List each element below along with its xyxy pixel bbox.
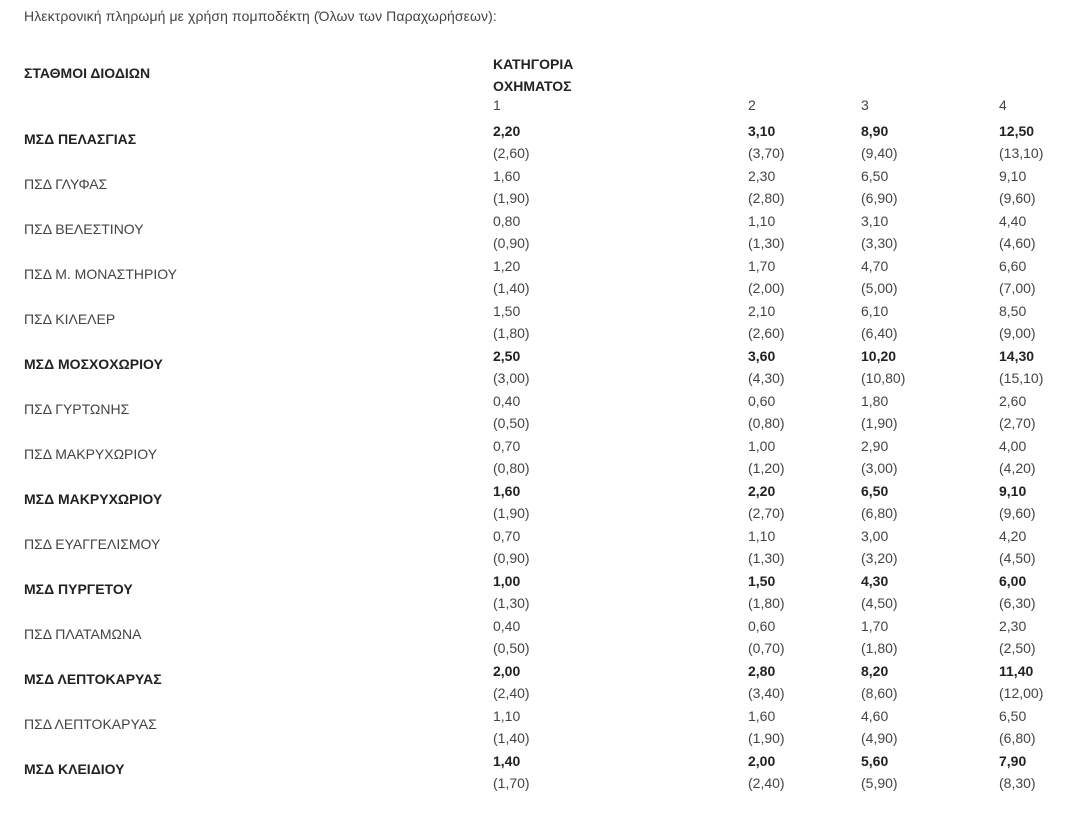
toll-cell-category-4 [999,480,1036,524]
toll-price: 3,10 [861,213,889,229]
toll-price: 3,60 [748,348,776,364]
toll-cell-category-3 [861,210,898,254]
toll-price-alt: (1,80) [493,325,530,341]
toll-price-alt: (2,00) [748,280,785,296]
toll-price-alt: (2,40) [748,775,785,791]
toll-price-alt: (9,40) [861,145,898,161]
toll-cell-category-4 [999,300,1036,344]
toll-cell-category-3 [861,300,898,344]
toll-cell-category-2 [748,570,785,614]
toll-price: 2,20 [748,483,776,499]
station-name: ΜΣΔ ΠΕΛΑΣΓΙΑΣ [24,131,137,147]
toll-cell-category-2 [748,525,785,569]
toll-price-alt: (1,40) [493,280,530,296]
toll-price-alt: (3,30) [861,235,898,251]
toll-price-alt: (2,70) [748,505,785,521]
toll-price-alt: (9,00) [999,325,1036,341]
toll-price-alt: (2,60) [748,325,785,341]
station-name: ΠΣΔ ΠΛΑΤΑΜΩΝΑ [24,626,142,642]
station-name: ΠΣΔ Μ. ΜΟΝΑΣΤΗΡΙΟΥ [24,266,177,282]
toll-price: 8,20 [861,663,889,679]
toll-price: 2,50 [493,348,521,364]
toll-cell-category-3 [861,750,898,794]
toll-price: 7,90 [999,753,1027,769]
toll-price-alt: (1,40) [493,730,530,746]
table-row [0,478,1074,523]
toll-price: 2,90 [861,438,889,454]
toll-price-alt: (10,80) [861,370,906,386]
toll-price: 0,70 [493,438,521,454]
toll-price-alt: (0,50) [493,640,530,656]
toll-price: 9,10 [999,168,1027,184]
table-row [0,208,1074,253]
toll-price: 10,20 [861,348,897,364]
toll-cell-category-4 [999,750,1036,794]
toll-cell-category-2 [748,255,785,299]
toll-price: 12,50 [999,123,1035,139]
toll-cell-category-4 [999,345,1043,389]
toll-cell-category-2 [748,390,785,434]
toll-price: 8,50 [999,303,1027,319]
toll-cell-category-3 [861,660,898,704]
toll-cell-category-1 [493,750,530,794]
toll-price: 4,00 [999,438,1027,454]
toll-cell-category-4 [999,390,1036,434]
toll-price-alt: (4,30) [748,370,785,386]
toll-cell-category-4 [999,120,1043,164]
toll-price-alt: (0,80) [493,460,530,476]
toll-price-alt: (2,40) [493,685,530,701]
toll-price-alt: (3,00) [493,370,530,386]
toll-price-alt: (1,70) [493,775,530,791]
toll-cell-category-2 [748,120,785,164]
table-row [0,388,1074,433]
toll-price-alt: (1,20) [748,460,785,476]
toll-cell-category-4 [999,525,1036,569]
toll-price: 9,10 [999,483,1027,499]
category-2-header: 2 [748,97,756,113]
toll-price-alt: (4,50) [999,550,1036,566]
toll-price-alt: (2,50) [999,640,1036,656]
toll-price-alt: (0,80) [748,415,785,431]
toll-cell-category-4 [999,435,1036,479]
toll-price-alt: (3,00) [861,460,898,476]
toll-cell-category-3 [861,390,898,434]
toll-cell-category-1 [493,435,530,479]
toll-cell-category-2 [748,480,785,524]
toll-price: 3,00 [861,528,889,544]
toll-cell-category-1 [493,210,530,254]
toll-price: 4,30 [861,573,889,589]
toll-price: 6,60 [999,258,1027,274]
station-name: ΜΣΔ ΛΕΠΤΟΚΑΡΥΑΣ [24,671,162,687]
toll-cell-category-2 [748,660,785,704]
toll-price: 2,30 [999,618,1027,634]
toll-price: 1,00 [748,438,776,454]
toll-price-alt: (8,60) [861,685,898,701]
category-4-header: 4 [999,97,1007,113]
toll-price: 0,60 [748,393,776,409]
toll-price-alt: (8,30) [999,775,1036,791]
toll-price: 6,10 [861,303,889,319]
toll-cell-category-1 [493,615,530,659]
toll-price: 1,60 [493,483,521,499]
toll-price: 11,40 [999,663,1034,679]
toll-price-alt: (9,60) [999,190,1036,206]
toll-cell-category-1 [493,705,530,749]
toll-price: 2,00 [493,663,521,679]
table-row [0,703,1074,748]
toll-price-alt: (0,70) [748,640,785,656]
station-name: ΜΣΔ ΠΥΡΓΕΤΟΥ [24,581,133,597]
toll-price-alt: (0,50) [493,415,530,431]
toll-cell-category-3 [861,120,898,164]
toll-cell-category-1 [493,165,530,209]
toll-cell-category-1 [493,300,530,344]
toll-price: 6,50 [999,708,1027,724]
toll-price-alt: (1,30) [493,595,530,611]
toll-price-alt: (13,10) [999,145,1044,161]
toll-price-alt: (2,70) [999,415,1036,431]
toll-price-alt: (3,20) [861,550,898,566]
toll-price-alt: (4,60) [999,235,1036,251]
toll-cell-category-3 [861,615,898,659]
toll-price-alt: (2,60) [493,145,530,161]
toll-price-alt: (12,00) [999,685,1044,701]
toll-price: 5,60 [861,753,889,769]
toll-price-alt: (1,80) [861,640,898,656]
toll-price: 1,50 [493,303,521,319]
toll-price-alt: (1,30) [748,550,785,566]
toll-price-alt: (0,90) [493,235,530,251]
toll-cell-category-1 [493,570,530,614]
toll-cell-category-4 [999,165,1036,209]
toll-price: 2,30 [748,168,776,184]
station-name: ΠΣΔ ΛΕΠΤΟΚΑΡΥΑΣ [24,716,157,732]
toll-price-alt: (1,30) [748,235,785,251]
toll-price: 3,10 [748,123,776,139]
toll-price: 14,30 [999,348,1035,364]
toll-cell-category-1 [493,255,530,299]
toll-cell-category-4 [999,570,1036,614]
station-name: ΜΣΔ ΚΛΕΙΔΙΟΥ [24,761,125,777]
toll-price: 1,10 [493,708,521,724]
toll-price-alt: (5,90) [861,775,898,791]
toll-price: 1,50 [748,573,776,589]
toll-price: 0,80 [493,213,521,229]
toll-price-alt: (5,00) [861,280,898,296]
toll-price-alt: (9,60) [999,505,1036,521]
toll-cell-category-1 [493,345,530,389]
toll-cell-category-3 [861,705,898,749]
toll-price-alt: (1,80) [748,595,785,611]
toll-price-alt: (0,90) [493,550,530,566]
toll-price: 2,60 [999,393,1027,409]
station-name: ΠΣΔ ΓΥΡΤΩΝΗΣ [24,401,130,417]
toll-price-alt: (4,90) [861,730,898,746]
vehicle-category-header: ΚΑΤΗΓΟΡΙΑ ΟΧΗΜΑΤΟΣ [493,56,574,94]
table-row [0,118,1074,163]
toll-cell-category-2 [748,705,785,749]
toll-cell-category-2 [748,300,785,344]
toll-price: 4,20 [999,528,1027,544]
toll-cell-category-3 [861,570,898,614]
table-row [0,568,1074,613]
toll-price: 1,60 [493,168,521,184]
toll-cell-category-4 [999,210,1036,254]
toll-cell-category-4 [999,660,1043,704]
toll-price-alt: (6,80) [861,505,898,521]
toll-cell-category-1 [493,390,530,434]
toll-price-alt: (3,70) [748,145,785,161]
station-name: ΜΣΔ ΜΟΣΧΟΧΩΡΙΟΥ [24,356,163,372]
table-row [0,658,1074,703]
toll-cell-category-2 [748,615,785,659]
toll-price: 0,60 [748,618,776,634]
station-name: ΠΣΔ ΚΙΛΕΛΕΡ [24,311,116,327]
table-row [0,523,1074,568]
toll-price: 6,50 [861,483,889,499]
toll-cell-category-3 [861,165,898,209]
intro-text: Ηλεκτρονική πληρωμή με χρήση πομποδέκτη (Όλων των Παραχωρήσεων): [24,8,497,24]
toll-price-alt: (15,10) [999,370,1044,386]
toll-cell-category-2 [748,435,785,479]
toll-price-alt: (2,80) [748,190,785,206]
toll-cell-category-4 [999,615,1036,659]
table-row [0,253,1074,298]
toll-price: 1,70 [748,258,776,274]
toll-price: 2,20 [493,123,521,139]
toll-price: 0,40 [493,393,521,409]
toll-cell-category-3 [861,435,898,479]
table-row [0,748,1074,793]
toll-price-alt: (4,50) [861,595,898,611]
toll-cell-category-1 [493,120,530,164]
station-name: ΠΣΔ ΜΑΚΡΥΧΩΡΙΟΥ [24,446,158,462]
toll-price: 1,20 [493,258,521,274]
toll-price: 8,90 [861,123,889,139]
toll-price: 1,10 [748,528,776,544]
toll-price: 2,80 [748,663,776,679]
toll-cell-category-3 [861,525,898,569]
toll-price: 1,00 [493,573,521,589]
toll-price-alt: (6,40) [861,325,898,341]
toll-price: 1,60 [748,708,776,724]
toll-cell-category-1 [493,525,530,569]
toll-price: 4,70 [861,258,889,274]
toll-price: 0,40 [493,618,521,634]
toll-price: 1,80 [861,393,889,409]
toll-cell-category-3 [861,345,905,389]
station-name: ΠΣΔ ΕΥΑΓΓΕΛΙΣΜΟΥ [24,536,161,552]
toll-cell-category-3 [861,480,898,524]
toll-price-alt: (6,90) [861,190,898,206]
toll-cell-category-1 [493,480,530,524]
toll-price-alt: (4,20) [999,460,1036,476]
toll-price: 0,70 [493,528,521,544]
toll-price: 4,40 [999,213,1027,229]
toll-cell-category-3 [861,255,898,299]
toll-cell-category-2 [748,750,785,794]
table-row [0,433,1074,478]
table-row [0,613,1074,658]
toll-price: 1,40 [493,753,521,769]
toll-price: 2,00 [748,753,776,769]
toll-price-alt: (6,30) [999,595,1036,611]
category-3-header: 3 [861,97,869,113]
toll-cell-category-4 [999,255,1036,299]
toll-price: 6,50 [861,168,889,184]
toll-cell-category-1 [493,660,530,704]
station-name: ΠΣΔ ΒΕΛΕΣΤΙΝΟΥ [24,221,144,237]
stations-header: ΣΤΑΘΜΟΙ ΔΙΟΔΙΩΝ [24,65,151,81]
table-row [0,163,1074,208]
toll-cell-category-2 [748,165,785,209]
toll-price: 1,10 [748,213,776,229]
toll-price-alt: (1,90) [861,415,898,431]
category-1-header: 1 [493,97,501,113]
toll-cell-category-4 [999,705,1036,749]
toll-price-alt: (7,00) [999,280,1036,296]
toll-price-alt: (3,40) [748,685,785,701]
toll-price-alt: (1,90) [493,190,530,206]
toll-price: 6,00 [999,573,1027,589]
toll-price-alt: (1,90) [748,730,785,746]
table-row [0,343,1074,388]
table-row [0,298,1074,343]
toll-cell-category-2 [748,345,785,389]
station-name: ΠΣΔ ΓΛΥΦΑΣ [24,176,108,192]
toll-price: 4,60 [861,708,889,724]
station-name: ΜΣΔ ΜΑΚΡΥΧΩΡΙΟΥ [24,491,163,507]
toll-cell-category-2 [748,210,785,254]
toll-price: 1,70 [861,618,889,634]
toll-table-body [0,118,1074,793]
toll-price: 2,10 [748,303,776,319]
toll-price-alt: (6,80) [999,730,1036,746]
toll-price-alt: (1,90) [493,505,530,521]
